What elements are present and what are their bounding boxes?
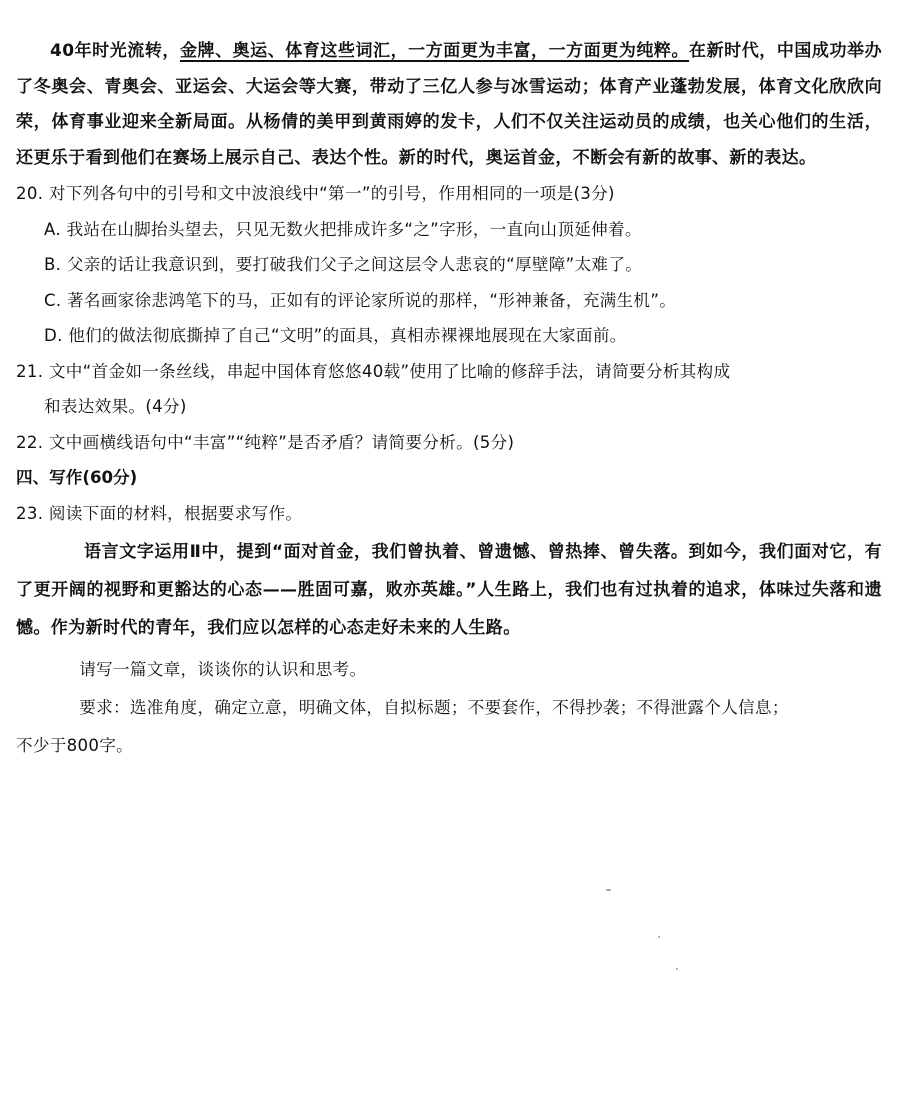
section-writing-title: 四、写作(60分) — [16, 468, 138, 487]
question-21-line1: 21. 文中“首金如一条丝线，串起中国体育悠悠40载”使用了比喻的修辞手法，请简要分析其构成 — [16, 361, 731, 381]
question-23-task: 请写一篇文章，谈谈你的认识和思考。 — [79, 660, 367, 679]
question-21 — [16, 354, 882, 425]
question-21-line2: 和表达效果。(4分) — [44, 397, 187, 416]
scan-speck — [606, 889, 611, 891]
question-22: 22. 文中画横线语句中“丰富”“纯粹”是否矛盾？请简要分析。(5分) — [16, 432, 515, 452]
passage-rest: 在新时代，中国成功举办了冬奥会、青奥会、亚运会、大运会等大赛，带动了三亿人参与冰雪运动；体育产业蓬勃发展，体育文化欣欣向荣，体育事业迎来全新局面。从杨倩的美甲到黄雨婷的发卡，人们不仅关注运动员的成绩，也关心他们的生活，还更乐于看到他们在赛场上展示自己、表达个性。新的时代，奥运首金，不断会有新的故事、新的表达。 — [16, 41, 882, 168]
question-23-material: 语言文字运用Ⅱ中，提到“面对首金，我们曾执着、曾遗憾、曾热捧、曾失落。到如今，我们面对它，有了更开阔的视野和更豁达的心态——胜固可嘉，败亦英雄。”人生路上，我们也有过执着的追求，体味过失落和遗憾。作为新时代的青年，我们应以怎样的心态走好未来的人生路。 — [16, 542, 882, 638]
question-20-option-c: C. 著名画家徐悲鸿笔下的马，正如有的评论家所说的那样，“形神兼备，充满生机”。 — [44, 290, 677, 310]
question-23-requirement — [16, 689, 882, 727]
scan-speck — [676, 968, 678, 970]
passage-line-start: 40年时光流转， — [50, 41, 180, 61]
question-20-option-a: A. 我站在山脚抬头望去，只见无数火把排成许多“之”字形，一直向山顶延伸着。 — [44, 219, 642, 239]
underlined-sentence: 金牌、奥运、体育这些词汇，一方面更为丰富，一方面更为纯粹。 — [179, 41, 690, 61]
reading-passage — [16, 34, 882, 176]
question-20-option-d: D. 他们的做法彻底撕掉了自己“文明”的面具，真相赤裸裸地展现在大家面前。 — [44, 326, 627, 345]
requirement-line2: 不少于800字。 — [16, 736, 134, 755]
scan-speck — [658, 936, 660, 938]
question-20-option-b: B. 父亲的话让我意识到，要打破我们父子之间这层令人悲哀的“厚壁障”太难了。 — [44, 255, 643, 274]
requirement-line1: 要求：选准角度，确定立意，明确文体，自拟标题；不要套作，不得抄袭；不得泄露个人信息； — [79, 698, 789, 717]
question-23-stem: 23. 阅读下面的材料，根据要求写作。 — [16, 503, 303, 523]
question-20-stem: 20. 对下列各句中的引号和文中波浪线中“第一”的引号，作用相同的一项是(3分) — [16, 184, 615, 203]
